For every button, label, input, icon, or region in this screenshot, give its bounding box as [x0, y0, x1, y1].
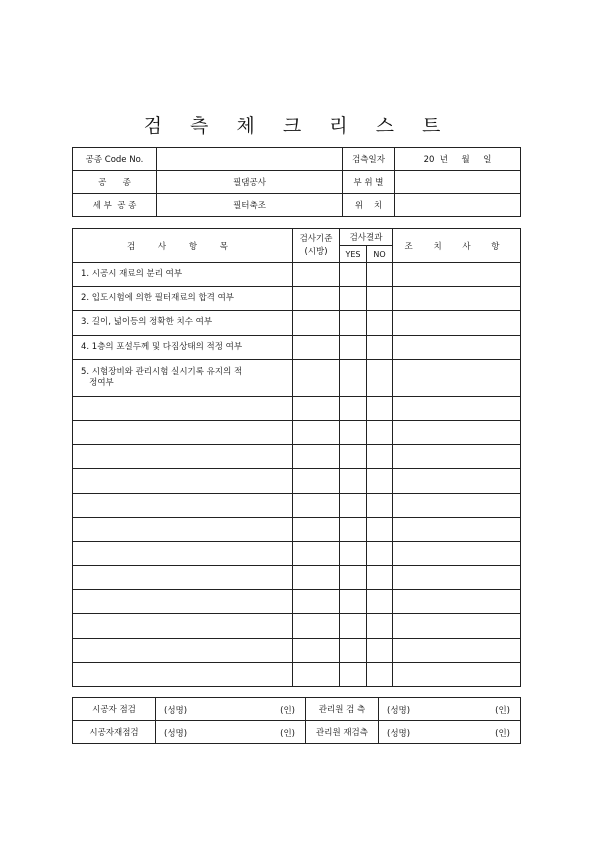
no-cell[interactable] [367, 566, 393, 590]
check-item [73, 662, 293, 686]
sign-name-label: (성명) [387, 706, 411, 716]
table-row [73, 263, 521, 287]
yes-cell[interactable] [340, 590, 367, 614]
table-row [73, 469, 521, 493]
no-cell[interactable] [367, 469, 393, 493]
contractor-check-label: 시공자 점검 [73, 698, 156, 721]
seal-label: (인) [280, 729, 295, 739]
standard-cell[interactable] [293, 614, 340, 638]
action-cell[interactable] [393, 566, 521, 590]
no-cell[interactable] [367, 445, 393, 469]
no-cell[interactable] [367, 541, 393, 565]
yes-cell[interactable] [340, 311, 367, 335]
header-items: 검 사 항 목 [73, 229, 293, 263]
no-cell[interactable] [367, 287, 393, 311]
sign-name-label: (성명) [164, 706, 188, 716]
check-item [73, 566, 293, 590]
trade-value[interactable]: 필댐공사 [157, 171, 343, 194]
trade-label: 공 종 [73, 171, 157, 194]
standard-cell[interactable] [293, 662, 340, 686]
no-cell[interactable] [367, 396, 393, 420]
check-item: 4. 1층의 포설두께 및 다짐상태의 적정 여부 [73, 335, 293, 359]
action-cell[interactable] [393, 311, 521, 335]
position-label: 위 치 [343, 194, 395, 217]
header-no: NO [367, 246, 393, 263]
yes-cell[interactable] [340, 517, 367, 541]
standard-cell[interactable] [293, 493, 340, 517]
supervisor-reinspect-label: 관리원 재검측 [306, 721, 379, 744]
seal-label: (인) [495, 729, 510, 739]
action-cell[interactable] [393, 335, 521, 359]
check-item [73, 541, 293, 565]
no-cell[interactable] [367, 420, 393, 444]
standard-cell[interactable] [293, 311, 340, 335]
yes-cell[interactable] [340, 541, 367, 565]
action-cell[interactable] [393, 517, 521, 541]
check-item [73, 396, 293, 420]
no-cell[interactable] [367, 517, 393, 541]
standard-cell[interactable] [293, 445, 340, 469]
yes-cell[interactable] [340, 396, 367, 420]
standard-cell[interactable] [293, 420, 340, 444]
action-cell[interactable] [393, 662, 521, 686]
header-action: 조 치 사 항 [393, 229, 521, 263]
contractor-recheck-sign[interactable] [156, 721, 306, 744]
checklist-table [72, 228, 521, 687]
check-item [73, 445, 293, 469]
check-item [73, 638, 293, 662]
contractor-recheck-label: 시공자재점검 [73, 721, 156, 744]
supervisor-inspect-label: 관리원 검 측 [306, 698, 379, 721]
check-item [73, 614, 293, 638]
header-yes: YES [340, 246, 367, 263]
supervisor-inspect-sign[interactable] [379, 698, 521, 721]
yes-cell[interactable] [340, 263, 367, 287]
standard-cell[interactable] [293, 517, 340, 541]
check-item [73, 493, 293, 517]
action-cell[interactable] [393, 614, 521, 638]
yes-cell[interactable] [340, 445, 367, 469]
no-cell[interactable] [367, 263, 393, 287]
check-item: 5. 시험장비와 관리시험 실시기록 유지의 적 정여부 [73, 359, 293, 396]
table-row [73, 662, 521, 686]
no-cell[interactable] [367, 493, 393, 517]
table-row [73, 493, 521, 517]
table-row [73, 541, 521, 565]
yes-cell[interactable] [340, 287, 367, 311]
no-cell[interactable] [367, 662, 393, 686]
table-row [73, 311, 521, 335]
table-row [73, 420, 521, 444]
sign-name-label: (성명) [387, 729, 411, 739]
standard-cell[interactable] [293, 287, 340, 311]
check-item: 1. 시공시 재료의 분리 여부 [73, 263, 293, 287]
subtrade-label: 세 부 공 종 [73, 194, 157, 217]
header-standard: 검사기준 (시방) [293, 229, 340, 263]
table-row [73, 517, 521, 541]
check-item [73, 420, 293, 444]
code-label: 공종 Code No. [73, 148, 157, 171]
action-cell[interactable] [393, 638, 521, 662]
yes-cell[interactable] [340, 359, 367, 396]
standard-cell[interactable] [293, 335, 340, 359]
page-title: 검 측 체 크 리 스 트 [143, 115, 452, 137]
standard-cell[interactable] [293, 469, 340, 493]
table-row [73, 590, 521, 614]
yes-cell[interactable] [340, 614, 367, 638]
table-row [73, 638, 521, 662]
yes-cell[interactable] [340, 662, 367, 686]
subtrade-value[interactable]: 필터축조 [157, 194, 343, 217]
no-cell[interactable] [367, 590, 393, 614]
no-cell[interactable] [367, 335, 393, 359]
location-value[interactable] [395, 171, 521, 194]
signature-table [72, 697, 521, 744]
check-item [73, 469, 293, 493]
table-row [73, 445, 521, 469]
yes-cell[interactable] [340, 566, 367, 590]
yes-cell[interactable] [340, 493, 367, 517]
action-cell[interactable] [393, 287, 521, 311]
standard-cell[interactable] [293, 566, 340, 590]
standard-cell[interactable] [293, 590, 340, 614]
action-cell[interactable] [393, 493, 521, 517]
standard-cell[interactable] [293, 541, 340, 565]
action-cell[interactable] [393, 590, 521, 614]
standard-cell[interactable] [293, 396, 340, 420]
standard-cell[interactable] [293, 263, 340, 287]
check-item: 2. 입도시험에 의한 필터재료의 합격 여부 [73, 287, 293, 311]
location-label: 부 위 별 [343, 171, 395, 194]
table-row [73, 335, 521, 359]
seal-label: (인) [280, 706, 295, 716]
date-label: 검측일자 [343, 148, 395, 171]
no-cell[interactable] [367, 614, 393, 638]
action-cell[interactable] [393, 445, 521, 469]
table-row [73, 566, 521, 590]
table-row [73, 359, 521, 396]
table-row [73, 396, 521, 420]
standard-cell[interactable] [293, 359, 340, 396]
no-cell[interactable] [367, 638, 393, 662]
position-value[interactable] [395, 194, 521, 217]
seal-label: (인) [495, 706, 510, 716]
yes-cell[interactable] [340, 335, 367, 359]
check-item [73, 590, 293, 614]
sign-name-label: (성명) [164, 729, 188, 739]
check-item [73, 517, 293, 541]
no-cell[interactable] [367, 311, 393, 335]
date-value[interactable]: 20 년 월 일 [395, 148, 521, 171]
info-table [72, 147, 521, 217]
action-cell[interactable] [393, 263, 521, 287]
yes-cell[interactable] [340, 469, 367, 493]
supervisor-reinspect-sign[interactable] [379, 721, 521, 744]
action-cell[interactable] [393, 541, 521, 565]
header-result: 검사결과 [340, 229, 393, 246]
action-cell[interactable] [393, 359, 521, 396]
check-item: 3. 길이, 넓이등의 정확한 치수 여부 [73, 311, 293, 335]
yes-cell[interactable] [340, 420, 367, 444]
no-cell[interactable] [367, 359, 393, 396]
table-row [73, 614, 521, 638]
contractor-check-sign[interactable] [156, 698, 306, 721]
standard-cell[interactable] [293, 638, 340, 662]
table-row [73, 287, 521, 311]
code-value[interactable] [157, 148, 343, 171]
yes-cell[interactable] [340, 638, 367, 662]
action-cell[interactable] [393, 420, 521, 444]
action-cell[interactable] [393, 396, 521, 420]
action-cell[interactable] [393, 469, 521, 493]
